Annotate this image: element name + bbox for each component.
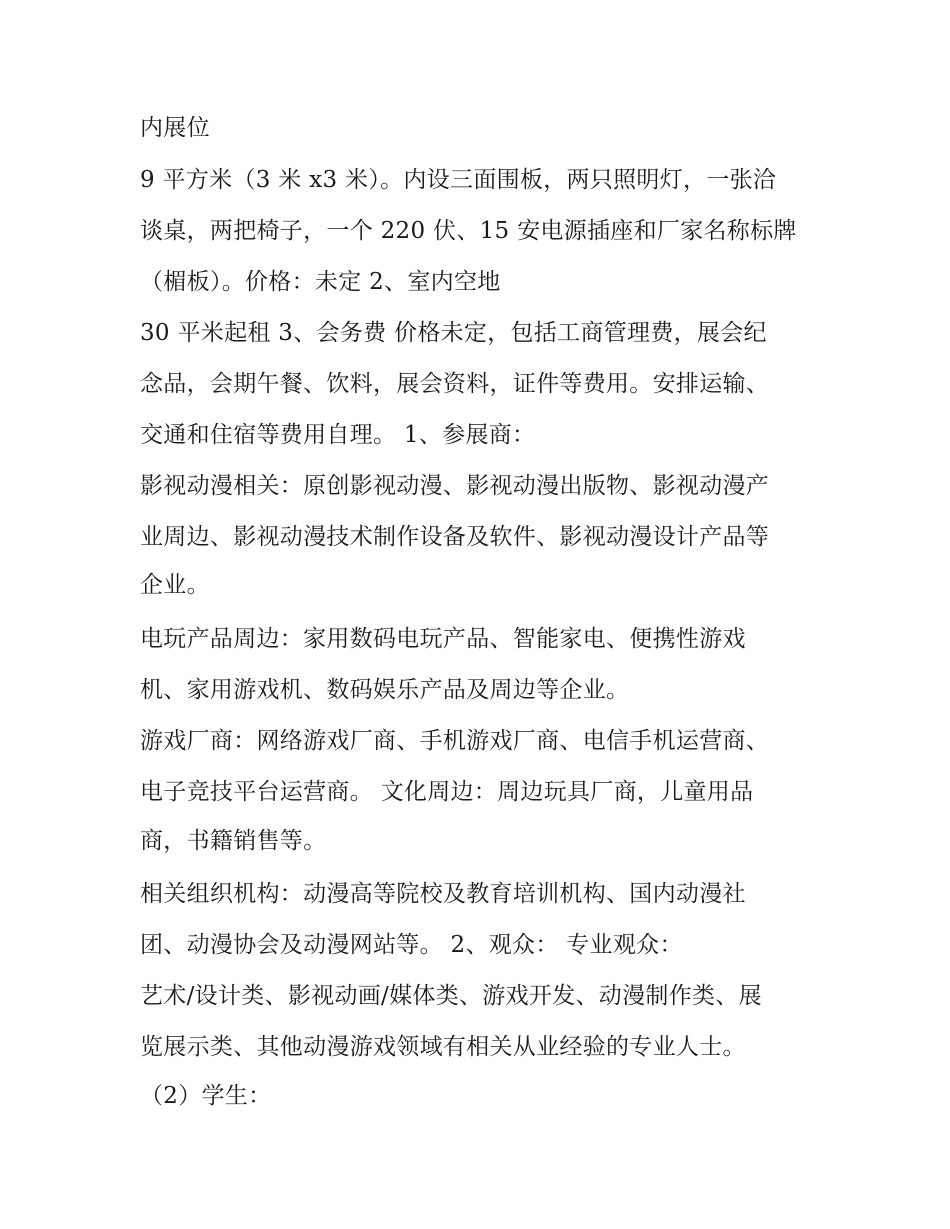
text-line: 艺术/设计类、影视动画/媒体类、游戏开发、动漫制作类、展 <box>140 983 762 1009</box>
text-line: （2）学生： <box>140 1083 272 1109</box>
text-line: 交通和住宿等费用自理。 1、参展商： <box>140 422 536 448</box>
text-line: 团、动漫协会及动漫网站等。 2、观众： 专业观众： <box>140 932 683 958</box>
text-line: 电子竞技平台运营商。 文化周边：周边玩具厂商，儿童用品 <box>140 779 754 805</box>
text-line: 览展示类、其他动漫游戏领域有相关从业经验的专业人士。 <box>140 1034 746 1060</box>
text-line: 相关组织机构：动漫高等院校及教育培训机构、国内动漫社 <box>140 881 746 907</box>
text-line: 业周边、影视动漫技术制作设备及软件、影视动漫设计产品等 <box>140 524 770 550</box>
text-line: 念品，会期午餐、饮料，展会资料，证件等费用。安排运输、 <box>140 371 770 397</box>
text-line: 电玩产品周边：家用数码电玩产品、智能家电、便携性游戏 <box>140 626 746 652</box>
text-line: 影视动漫相关：原创影视动漫、影视动漫出版物、影视动漫产 <box>140 473 770 499</box>
text-line: （楣板）。价格：未定 2、室内空地 <box>140 269 501 295</box>
text-line: 机、家用游戏机、数码娱乐产品及周边等企业。 <box>140 677 630 703</box>
text-line: 游戏厂商：网络游戏厂商、手机游戏厂商、电信手机运营商、 <box>140 728 770 754</box>
text-line: 30 平米起租 3、会务费 价格未定，包括工商管理费，展会纪 <box>140 320 767 346</box>
text-line: 企业。 <box>140 572 210 598</box>
text-line: 内展位 <box>140 115 210 141</box>
text-line: 9 平方米（3 米 x3 米）。内设三面围板，两只照明灯，一张洽 <box>140 167 777 193</box>
text-line: 商，书籍销售等。 <box>140 828 327 854</box>
text-line: 谈桌，两把椅子，一个 220 伏、15 安电源插座和厂家名称标牌 <box>140 218 797 244</box>
